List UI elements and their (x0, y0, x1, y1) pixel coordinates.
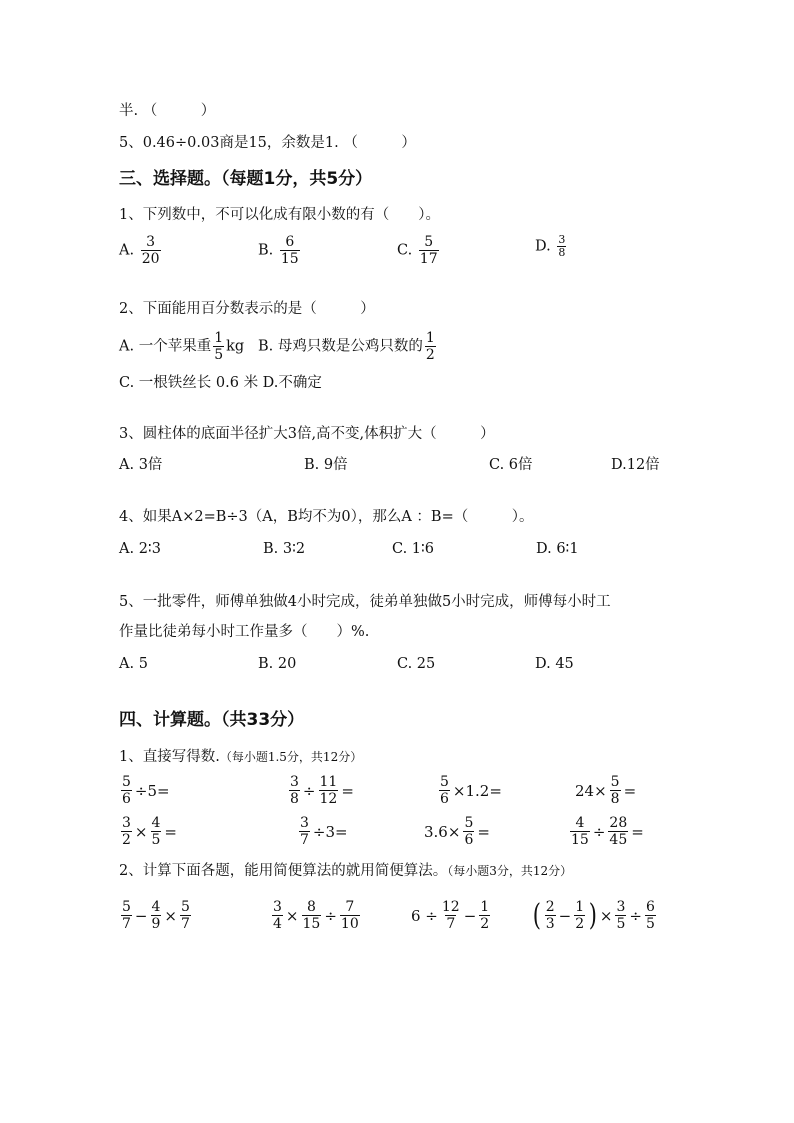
q4-stem: 4、如果A×2=B÷3（A，B均不为0），那么A ：B=（ ）。 (119, 509, 534, 525)
calc2-item-2: $\frac{3}{4}$ × $\frac{8}{15}$ ÷ $\frac{7}{10}$ (273, 899, 359, 932)
q5-option-c: C. 25 (397, 656, 436, 672)
q5-stem-line1: 5、一批零件，师傅单独做4小时完成，徒弟单独做5小时完成，师傅每小时工 (119, 594, 611, 610)
fraction: $\frac{1}{5}$ (214, 330, 224, 363)
q4-option-b: B. 3∶2 (263, 541, 306, 557)
fraction: $\frac{1}{2}$ (425, 330, 435, 363)
q1-option-c: C. $\frac{5}{17}$ (397, 234, 438, 267)
q5-option-a: A. 5 (119, 656, 148, 672)
q5-stem-line2: 作量比徒弟每小时工作量多（ ）%. (119, 624, 370, 640)
section4-heading: 四、计算题。（共33分） (119, 710, 305, 730)
calc1-item-5: $\frac{3}{2}$ × $\frac{4}{5}$ = (122, 815, 177, 848)
fraction: $\frac{3}{8}$ (558, 233, 566, 259)
q1-option-d: D. $\frac{3}{8}$ (535, 233, 566, 259)
q3-stem: 3、圆柱体的底面半径扩大3倍,高不变,体积扩大（ ） (119, 426, 495, 442)
q4-option-a: A. 2∶3 (119, 541, 161, 557)
section3-heading: 三、选择题。（每题1分，共5分） (119, 169, 373, 189)
q1-option-b: B. $\frac{6}{15}$ (258, 234, 299, 267)
calc1-item-2: $\frac{3}{8}$ ÷ $\frac{11}{12}$ = (290, 774, 354, 807)
fraction: $\frac{5}{17}$ (419, 234, 438, 267)
calc1-item-6: $\frac{3}{7}$ ÷3= (300, 815, 348, 848)
fraction: $\frac{3}{20}$ (141, 234, 160, 267)
q3-option-d: D.12倍 (611, 457, 660, 473)
calc1-item-3: $\frac{5}{6}$ ×1.2= (440, 774, 502, 807)
q2-options-cd: C. 一根铁丝长 0.6 米 D.不确定 (119, 375, 322, 391)
calc2-title: 2、计算下面各题，能用简便算法的就用简便算法。（每小题3分，共12分） (119, 863, 573, 879)
fraction: $\frac{6}{15}$ (280, 234, 299, 267)
q5-option-d: D. 45 (535, 656, 574, 672)
q3-option-a: A. 3倍 (119, 457, 163, 473)
calc2-item-1: $\frac{5}{7}$ − $\frac{4}{9}$ × $\frac{5}{7}$ (122, 899, 190, 932)
calc2-item-4: ( $\frac{2}{3}$ − $\frac{1}{2}$ ) × $\frac{3}{5}$ ÷ $\frac{6}{5}$ (532, 897, 655, 933)
q5-option-b: B. 20 (258, 656, 297, 672)
q2-options-ab: A. 一个苹果重 $\frac{1}{5}$ kg B. 母鸡只数是公鸡只数的 $\frac{1}{2}$ (119, 330, 435, 363)
q3-option-c: C. 6倍 (489, 457, 533, 473)
judgment-q5: 5、0.46÷0.03商是15，余数是1. （ ） (119, 135, 416, 151)
calc1-title: 1、直接写得数.（每小题1.5分，共12分） (119, 749, 363, 765)
q4-option-c: C. 1∶6 (392, 541, 435, 557)
calc1-item-7: 3.6× $\frac{5}{6}$ = (424, 815, 490, 848)
q2-stem: 2、下面能用百分数表示的是（ ） (119, 301, 375, 317)
q1-stem: 1、下列数中，不可以化成有限小数的有（ ）。 (119, 207, 440, 223)
q1-option-a: A. $\frac{3}{20}$ (119, 234, 160, 267)
calc1-item-8: $\frac{4}{15}$ ÷ $\frac{28}{45}$ = (571, 815, 644, 848)
calc1-item-4: 24× $\frac{5}{8}$ = (575, 774, 637, 807)
q3-option-b: B. 9倍 (304, 457, 348, 473)
calc2-item-3: 6 ÷ $\frac{12}{7}$ − $\frac{1}{2}$ (411, 899, 490, 932)
q4-option-d: D. 6∶1 (536, 541, 579, 557)
calc1-item-1: $\frac{5}{6}$ ÷5= (122, 774, 170, 807)
line-continuation: 半. （ ） (119, 103, 216, 119)
